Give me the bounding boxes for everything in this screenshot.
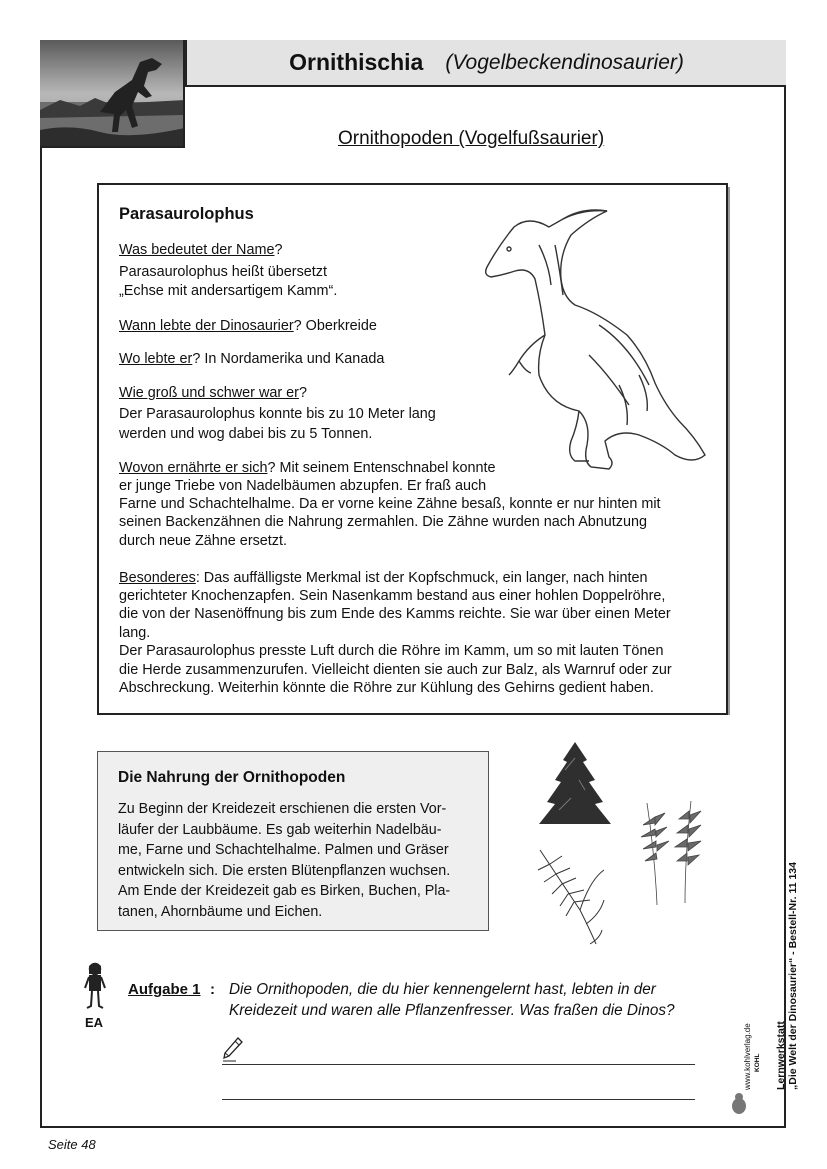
- page-title: Ornithischia: [289, 49, 424, 75]
- a-size-1: Der Parasaurolophus konnte bis zu 10 Meter lang: [119, 406, 436, 422]
- title-bar: [185, 40, 786, 87]
- food-heading: Die Nahrung der Ornithopoden: [118, 769, 346, 786]
- q-where: Wo lebte er? In Nordamerika und Kanada: [119, 351, 385, 367]
- a-food-4: seinen Backenzähnen die Nahrung zermahlen. Die Zähne wurden nach Abnutzung: [119, 514, 648, 530]
- answer-line-1[interactable]: [222, 1064, 695, 1065]
- profile-box: [97, 183, 728, 715]
- profile-heading: Parasaurolophus: [119, 205, 254, 223]
- food-line: tanen, Ahornbäume und Eichen.: [118, 903, 323, 920]
- a-food-5: durch neue Zähne ersetzt.: [119, 533, 287, 549]
- a-name-1: Parasaurolophus heißt übersetzt: [119, 264, 327, 280]
- food-box: [97, 751, 489, 931]
- a-size-2: werden und wog dabei bis zu 5 Tonnen.: [119, 426, 373, 442]
- dinosaur-photo: [40, 40, 185, 148]
- task-text: Die Ornithopoden, die du hier kennengelernt hast, lebten in der Kreidezeit und waren alle Pflanzenfresser. Was fraßen die Dinos?: [229, 981, 675, 1019]
- a-food-2: er junge Triebe von Nadelbäumen abzupfen. Er fraß auch: [119, 478, 487, 494]
- publisher-sidebar: [775, 862, 799, 1090]
- page-number: Seite 48: [48, 1137, 96, 1152]
- answer-line-2[interactable]: [222, 1099, 695, 1100]
- conifer-icon: [535, 740, 615, 830]
- sidebar-url: www.kohlverlag.de: [743, 1023, 752, 1090]
- section-title: Ornithopoden (Vogelfußsaurier): [338, 128, 605, 149]
- publisher-logo-text: KOHL: [754, 1053, 761, 1072]
- a-special-4: lang.: [119, 625, 151, 641]
- student-icon: [83, 962, 107, 1014]
- q-food: Wovon ernährte er sich? Mit seinem Entenschnabel konnte: [119, 460, 496, 476]
- pencil-icon: [222, 1036, 244, 1062]
- a-special-5: Der Parasaurolophus presste Luft durch die Röhre im Kamm, um so mit lauten Tönen: [119, 643, 664, 659]
- a-special-7: Abschreckung. Weiterhin könnte die Röhre zur Kühlung des Gehirns gedient haben.: [119, 680, 654, 696]
- food-line: Zu Beginn der Kreidezeit erschienen die ersten Vor-: [118, 801, 447, 817]
- sidebar-line-1: Lernwerkstatt: [775, 1021, 787, 1090]
- task-colon: :: [210, 981, 215, 998]
- a-special-6: die Herde zusammenzurufen. Vielleicht dienten sie auch zur Balz, als Warnruf oder zur: [119, 662, 672, 678]
- q-name: Was bedeutet der Name?: [119, 242, 283, 258]
- page-subtitle: (Vogelbeckendinosaurier): [445, 50, 684, 74]
- publisher-logo: [730, 1092, 748, 1116]
- q-size: Wie groß und schwer war er?: [119, 385, 307, 401]
- parasaurolophus-drawing: [479, 205, 709, 475]
- task-mode: EA: [85, 1015, 104, 1030]
- q-when: Wann lebte der Dinosaurier? Oberkreide: [119, 318, 377, 334]
- food-line: läufer der Laubbäume. Es gab weiterhin Nadelbäu-: [118, 821, 442, 838]
- food-line: Am Ende der Kreidezeit gab es Birken, Buchen, Pla-: [118, 883, 451, 899]
- fern-icon: [635, 797, 715, 907]
- sidebar-line-2: „Die Welt der Dinosaurier“ - Bestell-Nr. 11 134: [787, 862, 799, 1090]
- a-food-3: Farne und Schachtelhalme. Da er vorne keine Zähne besaß, konnte er nur hinten mit: [119, 496, 661, 512]
- food-text: [118, 799, 474, 922]
- a-name-2: „Echse mit andersartigem Kamm“.: [119, 283, 338, 299]
- horsetail-icon: [530, 840, 610, 950]
- food-line: entwickeln sich. Die ersten Blütenpflanzen wuchsen.: [118, 862, 451, 879]
- food-line: me, Farne und Schachtelhalme. Palmen und Gräser: [118, 842, 449, 858]
- a-special-3: die von der Nasenöffnung bis zum Ende des Kamms reichte. Sie war über einen Meter: [119, 606, 671, 622]
- a-special-2: gerichteter Knochenzapfen. Sein Nasenkamm bestand aus einer hohlen Doppelröhre,: [119, 588, 666, 604]
- q-special: Besonderes: Das auffälligste Merkmal ist der Kopfschmuck, ein langer, nach hinten: [119, 570, 648, 586]
- task-label: Aufgabe 1: [128, 981, 201, 998]
